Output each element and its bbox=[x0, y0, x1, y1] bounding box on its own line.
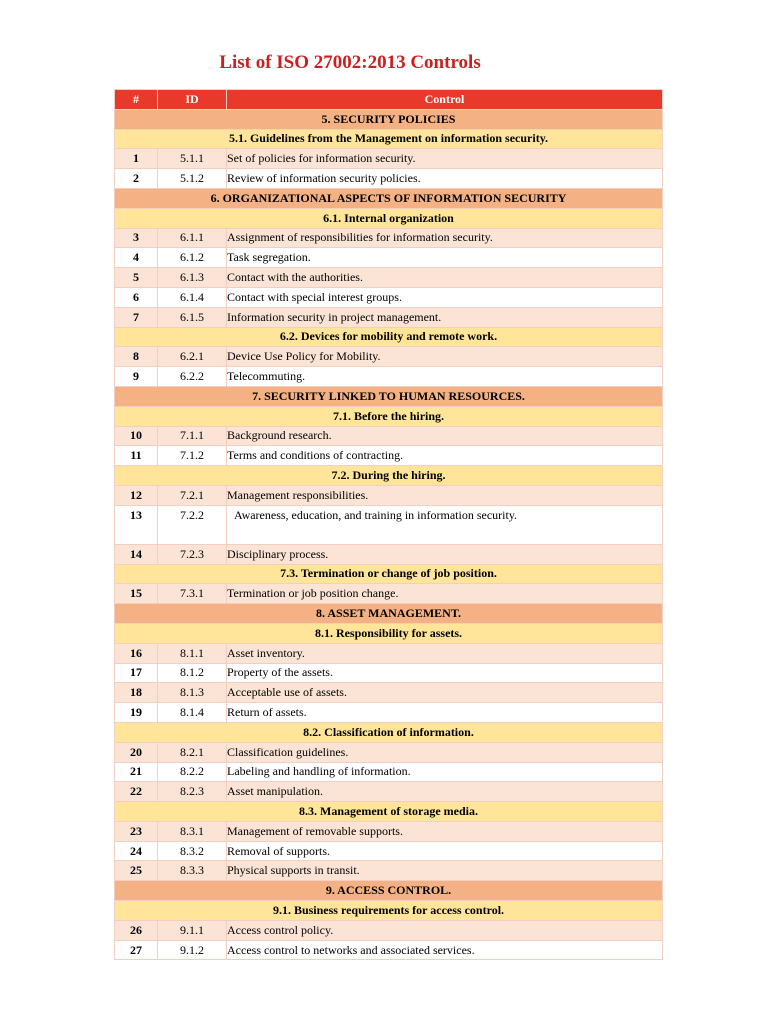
control-description: Management of removable supports. bbox=[227, 821, 663, 841]
subsection-heading: 8.3. Management of storage media. bbox=[115, 802, 663, 822]
subsection-heading-row bbox=[115, 722, 663, 742]
control-id: 8.1.1 bbox=[158, 643, 227, 663]
row-number: 14 bbox=[115, 544, 158, 564]
control-description: Removal of supports. bbox=[227, 841, 663, 861]
row-number: 27 bbox=[115, 940, 158, 960]
control-id: 6.1.1 bbox=[158, 228, 227, 248]
control-id: 6.2.1 bbox=[158, 347, 227, 367]
subsection-heading-row bbox=[115, 327, 663, 347]
table-row bbox=[115, 169, 663, 189]
subsection-heading-row bbox=[115, 623, 663, 643]
row-number: 5 bbox=[115, 268, 158, 288]
control-description: Management responsibilities. bbox=[227, 485, 663, 505]
row-number: 22 bbox=[115, 782, 158, 802]
row-number: 23 bbox=[115, 821, 158, 841]
row-number: 2 bbox=[115, 169, 158, 189]
table-row bbox=[115, 663, 663, 683]
row-number: 3 bbox=[115, 228, 158, 248]
control-id: 7.1.1 bbox=[158, 426, 227, 446]
control-description: Classification guidelines. bbox=[227, 742, 663, 762]
table-row bbox=[115, 367, 663, 387]
subsection-heading-row bbox=[115, 901, 663, 921]
section-heading-row bbox=[115, 188, 663, 208]
section-heading-row bbox=[115, 604, 663, 624]
row-number: 6 bbox=[115, 287, 158, 307]
table-row bbox=[115, 485, 663, 505]
table-row bbox=[115, 287, 663, 307]
control-description: Background research. bbox=[227, 426, 663, 446]
control-id: 8.3.1 bbox=[158, 821, 227, 841]
control-description: Termination or job position change. bbox=[227, 584, 663, 604]
control-id: 8.3.3 bbox=[158, 861, 227, 881]
control-description: Property of the assets. bbox=[227, 663, 663, 683]
column-header-id: ID bbox=[158, 90, 227, 110]
control-id: 7.2.2 bbox=[158, 505, 227, 544]
control-id: 6.1.4 bbox=[158, 287, 227, 307]
row-number: 8 bbox=[115, 347, 158, 367]
row-number: 24 bbox=[115, 841, 158, 861]
controls-table bbox=[114, 89, 663, 960]
subsection-heading-row bbox=[115, 129, 663, 149]
table-row bbox=[115, 228, 663, 248]
row-number: 12 bbox=[115, 485, 158, 505]
row-number: 25 bbox=[115, 861, 158, 881]
row-number: 15 bbox=[115, 584, 158, 604]
control-id: 6.1.2 bbox=[158, 248, 227, 268]
section-heading-row bbox=[115, 386, 663, 406]
control-description: Terms and conditions of contracting. bbox=[227, 446, 663, 466]
table-row bbox=[115, 861, 663, 881]
control-id: 7.2.3 bbox=[158, 544, 227, 564]
table-row bbox=[115, 703, 663, 723]
control-id: 6.1.3 bbox=[158, 268, 227, 288]
control-id: 6.1.5 bbox=[158, 307, 227, 327]
control-id: 8.2.2 bbox=[158, 762, 227, 782]
control-id: 8.3.2 bbox=[158, 841, 227, 861]
control-id: 9.1.2 bbox=[158, 940, 227, 960]
section-heading: 9. ACCESS CONTROL. bbox=[115, 881, 663, 901]
table-row bbox=[115, 505, 663, 544]
section-heading-row bbox=[115, 109, 663, 129]
row-number: 18 bbox=[115, 683, 158, 703]
control-id: 8.2.1 bbox=[158, 742, 227, 762]
row-number: 17 bbox=[115, 663, 158, 683]
subsection-heading: 7.2. During the hiring. bbox=[115, 466, 663, 486]
subsection-heading: 8.2. Classification of information. bbox=[115, 722, 663, 742]
table-row bbox=[115, 426, 663, 446]
subsection-heading-row bbox=[115, 208, 663, 228]
subsection-heading-row bbox=[115, 564, 663, 584]
control-id: 8.1.4 bbox=[158, 703, 227, 723]
table-row bbox=[115, 446, 663, 466]
control-description: Telecommuting. bbox=[227, 367, 663, 387]
row-number: 13 bbox=[115, 505, 158, 544]
control-id: 9.1.1 bbox=[158, 920, 227, 940]
table-row bbox=[115, 544, 663, 564]
subsection-heading-row bbox=[115, 802, 663, 822]
control-id: 7.3.1 bbox=[158, 584, 227, 604]
table-row bbox=[115, 821, 663, 841]
control-description: Task segregation. bbox=[227, 248, 663, 268]
control-description: Return of assets. bbox=[227, 703, 663, 723]
row-number: 9 bbox=[115, 367, 158, 387]
table-header-row bbox=[115, 90, 663, 110]
section-heading: 6. ORGANIZATIONAL ASPECTS OF INFORMATION SECURITY bbox=[115, 188, 663, 208]
control-description: Asset manipulation. bbox=[227, 782, 663, 802]
table-row bbox=[115, 782, 663, 802]
table-row bbox=[115, 683, 663, 703]
row-number: 4 bbox=[115, 248, 158, 268]
row-number: 16 bbox=[115, 643, 158, 663]
subsection-heading: 7.1. Before the hiring. bbox=[115, 406, 663, 426]
table-row bbox=[115, 643, 663, 663]
table-row bbox=[115, 307, 663, 327]
column-header-control: Control bbox=[227, 90, 663, 110]
row-number: 19 bbox=[115, 703, 158, 723]
control-description: Access control to networks and associated services. bbox=[227, 940, 663, 960]
section-heading-row bbox=[115, 881, 663, 901]
control-description: Physical supports in transit. bbox=[227, 861, 663, 881]
subsection-heading: 7.3. Termination or change of job position. bbox=[115, 564, 663, 584]
table-body bbox=[115, 109, 663, 960]
table-row bbox=[115, 268, 663, 288]
subsection-heading-row bbox=[115, 406, 663, 426]
control-id: 7.1.2 bbox=[158, 446, 227, 466]
control-id: 7.2.1 bbox=[158, 485, 227, 505]
subsection-heading: 6.2. Devices for mobility and remote work. bbox=[115, 327, 663, 347]
control-id: 8.1.2 bbox=[158, 663, 227, 683]
control-id: 5.1.2 bbox=[158, 169, 227, 189]
table-row bbox=[115, 940, 663, 960]
control-description: Asset inventory. bbox=[227, 643, 663, 663]
column-header-number: # bbox=[115, 90, 158, 110]
row-number: 26 bbox=[115, 920, 158, 940]
row-number: 11 bbox=[115, 446, 158, 466]
section-heading: 8. ASSET MANAGEMENT. bbox=[115, 604, 663, 624]
control-id: 6.2.2 bbox=[158, 367, 227, 387]
control-description: Contact with special interest groups. bbox=[227, 287, 663, 307]
control-description: Awareness, education, and training in information security. bbox=[227, 505, 663, 544]
control-description: Disciplinary process. bbox=[227, 544, 663, 564]
control-description: Set of policies for information security. bbox=[227, 149, 663, 169]
table-row bbox=[115, 149, 663, 169]
control-description: Labeling and handling of information. bbox=[227, 762, 663, 782]
control-id: 5.1.1 bbox=[158, 149, 227, 169]
section-heading: 5. SECURITY POLICIES bbox=[115, 109, 663, 129]
row-number: 21 bbox=[115, 762, 158, 782]
section-heading: 7. SECURITY LINKED TO HUMAN RESOURCES. bbox=[115, 386, 663, 406]
control-description: Assignment of responsibilities for information security. bbox=[227, 228, 663, 248]
control-description: Contact with the authorities. bbox=[227, 268, 663, 288]
table-row bbox=[115, 742, 663, 762]
table-row bbox=[115, 584, 663, 604]
control-description: Acceptable use of assets. bbox=[227, 683, 663, 703]
control-description: Information security in project management. bbox=[227, 307, 663, 327]
subsection-heading: 8.1. Responsibility for assets. bbox=[115, 623, 663, 643]
control-description: Review of information security policies. bbox=[227, 169, 663, 189]
row-number: 1 bbox=[115, 149, 158, 169]
table-row bbox=[115, 248, 663, 268]
subsection-heading-row bbox=[115, 466, 663, 486]
subsection-heading: 9.1. Business requirements for access control. bbox=[115, 901, 663, 921]
control-description: Device Use Policy for Mobility. bbox=[227, 347, 663, 367]
table-row bbox=[115, 841, 663, 861]
row-number: 20 bbox=[115, 742, 158, 762]
control-id: 8.1.3 bbox=[158, 683, 227, 703]
control-description: Access control policy. bbox=[227, 920, 663, 940]
table-row bbox=[115, 762, 663, 782]
table-row bbox=[115, 347, 663, 367]
table-row bbox=[115, 920, 663, 940]
subsection-heading: 5.1. Guidelines from the Management on information security. bbox=[115, 129, 663, 149]
row-number: 7 bbox=[115, 307, 158, 327]
control-id: 8.2.3 bbox=[158, 782, 227, 802]
page-title: List of ISO 27002:2013 Controls bbox=[219, 52, 481, 73]
row-number: 10 bbox=[115, 426, 158, 446]
subsection-heading: 6.1. Internal organization bbox=[115, 208, 663, 228]
